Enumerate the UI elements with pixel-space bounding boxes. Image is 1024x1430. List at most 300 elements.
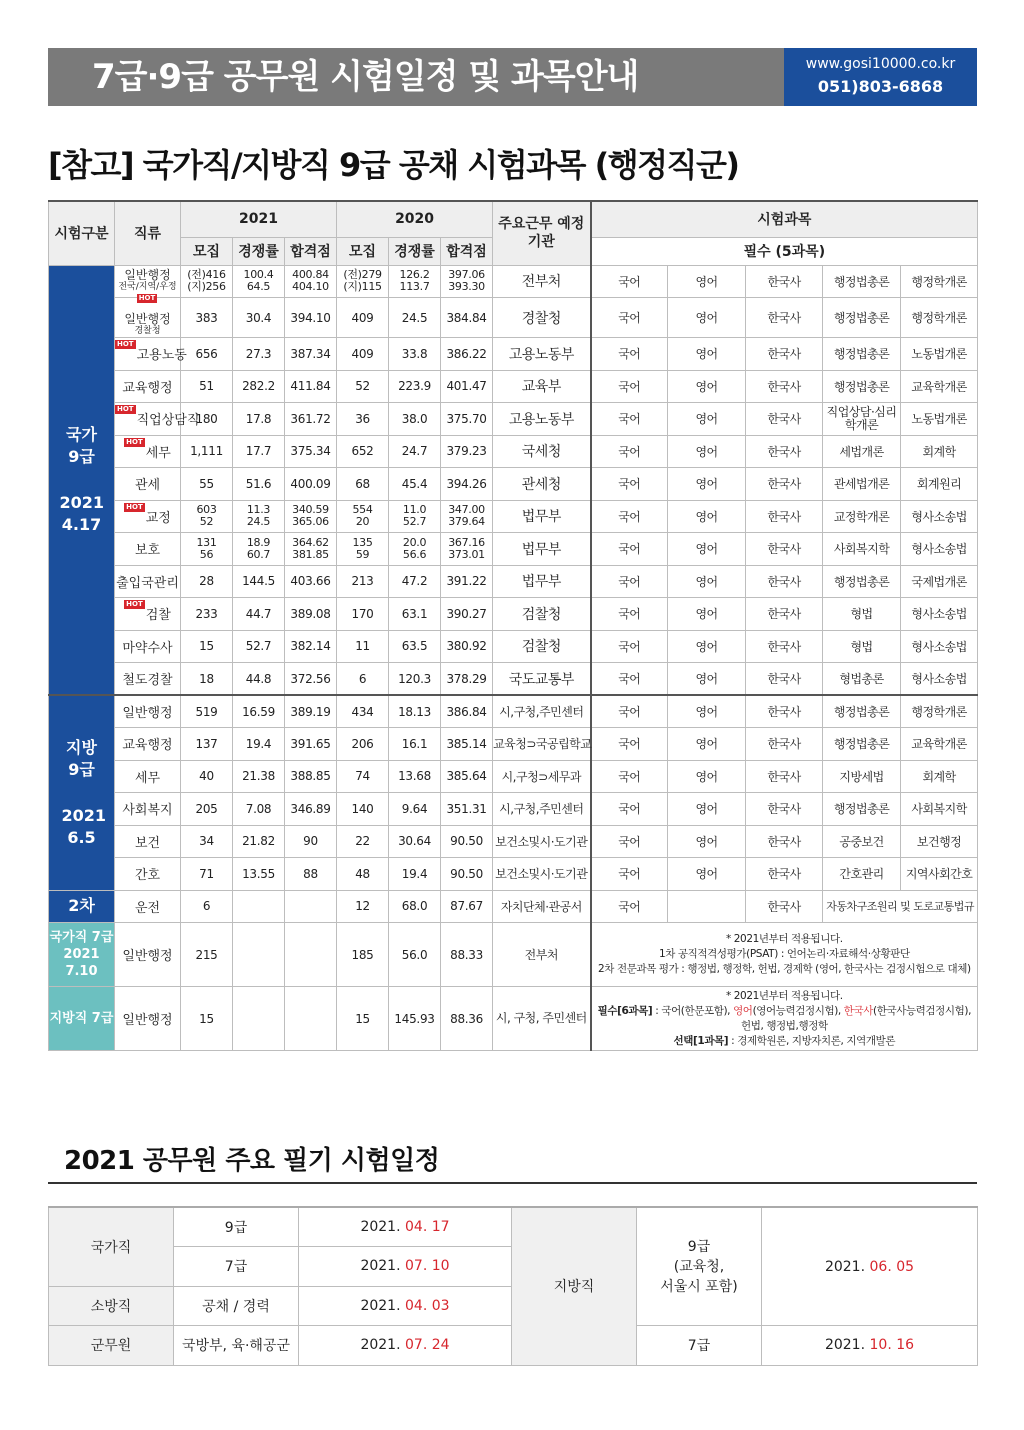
stat-cell: 346.89 xyxy=(285,793,337,826)
subject-cell: 영어 xyxy=(668,533,746,566)
hot-badge: HOT xyxy=(126,502,143,511)
agency: 전부처 xyxy=(493,265,591,298)
phone-number: 051)803-6868 xyxy=(817,77,944,96)
subject-cell: 국어 xyxy=(591,370,668,403)
job-type: 사회복지 xyxy=(115,793,181,826)
subject-cell: 관세법개론 xyxy=(823,468,901,501)
schedule-grade: 7급 xyxy=(637,1326,762,1366)
subject-cell: 행정학개론 xyxy=(901,265,978,298)
recruit-2020: 11 xyxy=(337,630,389,663)
subject-cell: 영어 xyxy=(668,695,746,728)
subject-cell: 간호관리 xyxy=(823,858,901,891)
recruit-2021: 6 xyxy=(181,890,233,923)
rate-2021: 52.7 xyxy=(233,630,285,663)
recruit-2020: 12 xyxy=(337,890,389,923)
recruit-2020: 6 xyxy=(337,663,389,696)
job-type: 관세 xyxy=(115,468,181,501)
agency: 전부처 xyxy=(493,923,591,987)
subject-cell: 노동법개론 xyxy=(901,338,978,371)
rate-2020: 33.8 xyxy=(389,338,441,371)
recruit-2021: 15 xyxy=(181,630,233,663)
stat-cell: 389.19 xyxy=(285,695,337,728)
cutoff-2020: 384.84 xyxy=(441,298,493,338)
subject-cell: 행정법총론 xyxy=(823,695,901,728)
rate-2020: 63.1 xyxy=(389,598,441,631)
stat-cell: 519 xyxy=(181,695,233,728)
subject-cell: 국어 xyxy=(591,793,668,826)
subject-cell: 행정법총론 xyxy=(823,298,901,338)
subject-cell: 영어 xyxy=(668,598,746,631)
subject-cell: 노동법개론 xyxy=(901,403,978,436)
subject-cell: 국어 xyxy=(591,663,668,696)
subject-cell: 한국사 xyxy=(746,500,823,533)
agency: 국도교통부 xyxy=(493,663,591,696)
recruit-2021: 215 xyxy=(181,923,233,987)
subject-cell: 형사소송법 xyxy=(901,533,978,566)
stat-cell: 16.59 xyxy=(233,695,285,728)
second-round-label: 2차 xyxy=(49,890,115,923)
subject-cell: 국어 xyxy=(591,695,668,728)
cutoff-2020: 378.29 xyxy=(441,663,493,696)
subject-cell: 교육학개론 xyxy=(901,728,978,761)
recruit-2020: 409 xyxy=(337,298,389,338)
recruit-2021: 383 xyxy=(181,298,233,338)
job-type: 일반행정 xyxy=(115,923,181,987)
subject-cell: 영어 xyxy=(668,858,746,891)
subject-cell: 행정학개론 xyxy=(901,298,978,338)
website-url[interactable]: www.gosi10000.co.kr xyxy=(805,56,956,72)
subject-cell: 영어 xyxy=(668,500,746,533)
subject-cell: 회계원리 xyxy=(901,468,978,501)
section-title-schedule: 2021 공무원 주요 필기 시험일정 xyxy=(64,1146,440,1176)
recruit-2020: 409 xyxy=(337,338,389,371)
stat-cell: 21.38 xyxy=(233,760,285,793)
header-year-2021: 2021 xyxy=(181,201,337,237)
job-type: 세무 xyxy=(115,760,181,793)
subject-cell: 행정법총론 xyxy=(823,565,901,598)
rate-2021: 17.7 xyxy=(233,435,285,468)
job-type: HOT고용노동 xyxy=(115,338,181,371)
stat-cell: 48 xyxy=(337,858,389,891)
schedule-type: 공채 / 경력 xyxy=(174,1286,299,1326)
section-title-subjects: [참고] 국가직/지방직 9급 공채 시험과목 (행정직군) xyxy=(48,146,739,184)
stat-cell: 40 xyxy=(181,760,233,793)
cutoff-2020: 379.23 xyxy=(441,435,493,468)
schedule-type: 국방부, 육·해공군 xyxy=(174,1326,299,1366)
header-subjects: 시험과목 xyxy=(591,201,978,237)
recruit-2021: 55 xyxy=(181,468,233,501)
cutoff-2020: 87.67 xyxy=(441,890,493,923)
recruit-2021: 51 xyxy=(181,370,233,403)
subject-cell: 행정법총론 xyxy=(823,728,901,761)
subject-cell: 국어 xyxy=(591,338,668,371)
recruit-2021: 180 xyxy=(181,403,233,436)
rate-2021: 44.7 xyxy=(233,598,285,631)
agency: 고용노동부 xyxy=(493,338,591,371)
subject-cell: 한국사 xyxy=(746,370,823,403)
job-type: 마약수사 xyxy=(115,630,181,663)
agency: 법무부 xyxy=(493,533,591,566)
loc7-note: * 2021년부터 적용됩니다. 필수[6과목] : 국어(한문포함), 영어(영어능력검정시험), 한국사(한국사능력검정시험), 헌법, 행정법,행정학 선택[1과목] : 경제학원론, 지방자치론, 지역개발론 xyxy=(591,987,978,1051)
rate-2021: 282.2 xyxy=(233,370,285,403)
contact-box xyxy=(784,48,977,106)
job-type: 보호 xyxy=(115,533,181,566)
cutoff-2021: 387.34 xyxy=(285,338,337,371)
cutoff-2020: 367.16 373.01 xyxy=(441,533,493,566)
cutoff-2021: 403.66 xyxy=(285,565,337,598)
recruit-2020: 170 xyxy=(337,598,389,631)
stat-cell: 19.4 xyxy=(389,858,441,891)
page-banner-title: 7급·9급 공무원 시험일정 및 과목안내 xyxy=(48,48,784,106)
cutoff-2020: 375.70 xyxy=(441,403,493,436)
stat-cell: 137 xyxy=(181,728,233,761)
stat-cell: 434 xyxy=(337,695,389,728)
subject-cell: 한국사 xyxy=(746,265,823,298)
schedule-national: 국가직 xyxy=(49,1207,174,1286)
subject-cell: 자동차구조원리 및 도로교통법규 xyxy=(823,890,978,923)
hot-badge: HOT xyxy=(117,405,134,414)
subject-cell: 한국사 xyxy=(746,565,823,598)
cutoff-2020: 394.26 xyxy=(441,468,493,501)
subject-cell: 한국사 xyxy=(746,728,823,761)
header-cutoff: 합격점 xyxy=(441,237,493,265)
subject-cell: 영어 xyxy=(668,630,746,663)
exam-schedule-table xyxy=(48,1206,978,1366)
subject-cell: 국어 xyxy=(591,760,668,793)
subject-cell: 영어 xyxy=(668,370,746,403)
recruit-2021: 15 xyxy=(181,987,233,1051)
agency: 국세청 xyxy=(493,435,591,468)
header-agency: 주요근무 예정기관 xyxy=(493,201,591,265)
subject-cell: 형사소송법 xyxy=(901,500,978,533)
cutoff-2020: 386.22 xyxy=(441,338,493,371)
rate-2020: 47.2 xyxy=(389,565,441,598)
schedule-local: 지방직 xyxy=(512,1207,637,1365)
recruit-2020: 554 20 xyxy=(337,500,389,533)
subject-cell: 국어 xyxy=(591,825,668,858)
national-7-label: 국가직 7급 2021 7.10 xyxy=(49,923,115,987)
subject-cell: 사회복지학 xyxy=(901,793,978,826)
subject-cell: 영어 xyxy=(668,265,746,298)
job-type: 철도경찰 xyxy=(115,663,181,696)
job-type: 일반행정 전국/지역/우정 xyxy=(115,265,181,298)
rate-2021: 51.6 xyxy=(233,468,285,501)
rate-2021: 17.8 xyxy=(233,403,285,436)
subject-cell: 한국사 xyxy=(746,890,823,923)
rate-2020: 38.0 xyxy=(389,403,441,436)
job-type: HOT검찰 xyxy=(115,598,181,631)
stat-cell: 90.50 xyxy=(441,858,493,891)
subject-cell: 영어 xyxy=(668,825,746,858)
schedule-date: 2021. 06. 05 xyxy=(762,1207,978,1326)
recruit-2020: 135 59 xyxy=(337,533,389,566)
subject-cell: 한국사 xyxy=(746,338,823,371)
stat-cell: 140 xyxy=(337,793,389,826)
subject-cell: 국어 xyxy=(591,500,668,533)
stat-cell: 385.64 xyxy=(441,760,493,793)
subject-cell: 영어 xyxy=(668,793,746,826)
subject-cell: 한국사 xyxy=(746,663,823,696)
cutoff-2021: 400.84 404.10 xyxy=(285,265,337,298)
nat7-note: * 2021년부터 적용됩니다. 1차 공직적격성평가(PSAT) : 언어논리·자료해석·상황판단 2차 전문과목 평가 : 행정법, 행정학, 헌법, 경제학 (영어, 한국사는 검정시험으로 대체) xyxy=(591,923,978,987)
hot-badge: HOT xyxy=(117,340,134,349)
subject-cell: 영어 xyxy=(668,435,746,468)
header-required: 필수 (5과목) xyxy=(591,237,978,265)
cutoff-2021: 411.84 xyxy=(285,370,337,403)
rate-2020: 24.5 xyxy=(389,298,441,338)
recruit-2021: 603 52 xyxy=(181,500,233,533)
cutoff-2021: 382.14 xyxy=(285,630,337,663)
stat-cell: 34 xyxy=(181,825,233,858)
stat-cell: 385.14 xyxy=(441,728,493,761)
schedule-grade: 9급 (교육청, 서울시 포함) xyxy=(637,1207,762,1326)
subject-cell: 영어 xyxy=(668,760,746,793)
subject-cell: 국어 xyxy=(591,435,668,468)
recruit-2021: 1,111 xyxy=(181,435,233,468)
subject-cell: 형법 xyxy=(823,630,901,663)
subject-cell: 지방세법 xyxy=(823,760,901,793)
subject-cell: 국어 xyxy=(591,858,668,891)
stat-cell: 16.1 xyxy=(389,728,441,761)
subject-cell: 국어 xyxy=(591,533,668,566)
subject-cell: 한국사 xyxy=(746,858,823,891)
rate-2020: 223.9 xyxy=(389,370,441,403)
header-recruit: 모집 xyxy=(337,237,389,265)
cutoff-2020: 390.27 xyxy=(441,598,493,631)
subject-cell: 행정법총론 xyxy=(823,265,901,298)
header-job-type: 직류 xyxy=(115,201,181,265)
subject-cell: 국어 xyxy=(591,890,668,923)
recruit-2020: 15 xyxy=(337,987,389,1051)
stat-cell: 205 xyxy=(181,793,233,826)
subject-cell: 형법총론 xyxy=(823,663,901,696)
rate-2021: 144.5 xyxy=(233,565,285,598)
subject-cell: 국어 xyxy=(591,265,668,298)
schedule-military: 군무원 xyxy=(49,1326,174,1366)
job-type: 교육행정 xyxy=(115,728,181,761)
stat-cell: 21.82 xyxy=(233,825,285,858)
subject-cell: 형사소송법 xyxy=(901,663,978,696)
subject-cell: 영어 xyxy=(668,403,746,436)
subject-cell: 국어 xyxy=(591,728,668,761)
header-recruit: 모집 xyxy=(181,237,233,265)
rate-2020: 63.5 xyxy=(389,630,441,663)
subject-cell: 영어 xyxy=(668,338,746,371)
national-9-label: 국가 9급 2021 4.17 xyxy=(49,265,115,695)
hot-badge: HOT xyxy=(126,437,143,446)
header-rate: 경쟁률 xyxy=(389,237,441,265)
subject-cell: 국어 xyxy=(591,468,668,501)
recruit-2021: 18 xyxy=(181,663,233,696)
rate-2021: 18.9 60.7 xyxy=(233,533,285,566)
recruit-2021: 131 56 xyxy=(181,533,233,566)
subject-cell: 세법개론 xyxy=(823,435,901,468)
rate-2020: 120.3 xyxy=(389,663,441,696)
cutoff-2020: 397.06 393.30 xyxy=(441,265,493,298)
local-7-label: 지방직 7급 xyxy=(49,987,115,1051)
schedule-date: 2021. 07. 10 xyxy=(299,1247,512,1287)
subject-cell: 한국사 xyxy=(746,533,823,566)
stat-cell: 90.50 xyxy=(441,825,493,858)
subject-cell: 국제법개론 xyxy=(901,565,978,598)
rate-2020: 11.0 52.7 xyxy=(389,500,441,533)
rate-2020: 68.0 xyxy=(389,890,441,923)
recruit-2021: 28 xyxy=(181,565,233,598)
cutoff-2020: 88.36 xyxy=(441,987,493,1051)
subject-cell: 국어 xyxy=(591,565,668,598)
recruit-2021: (전)416 (지)256 xyxy=(181,265,233,298)
cutoff-2020: 380.92 xyxy=(441,630,493,663)
subject-cell: 영어 xyxy=(668,468,746,501)
subject-cell: 회계학 xyxy=(901,435,978,468)
stat-cell: 7.08 xyxy=(233,793,285,826)
subject-cell: 한국사 xyxy=(746,793,823,826)
subject-cell: 행정법총론 xyxy=(823,370,901,403)
stat-cell: 88 xyxy=(285,858,337,891)
job-type: 교육행정 xyxy=(115,370,181,403)
header-year-2020: 2020 xyxy=(337,201,493,237)
subject-cell: 국어 xyxy=(591,403,668,436)
rate-2020: 24.7 xyxy=(389,435,441,468)
job-type: HOT교정 xyxy=(115,500,181,533)
subject-cell: 형사소송법 xyxy=(901,598,978,631)
cutoff-2021: 375.34 xyxy=(285,435,337,468)
agency: 보건소및시·도기관 xyxy=(493,858,591,891)
agency: 자치단체·관공서 xyxy=(493,890,591,923)
recruit-2020: 36 xyxy=(337,403,389,436)
subject-cell: 형법 xyxy=(823,598,901,631)
section-divider xyxy=(48,1182,977,1184)
cutoff-2020: 391.22 xyxy=(441,565,493,598)
stat-cell: 90 xyxy=(285,825,337,858)
rate-2020: 126.2 113.7 xyxy=(389,265,441,298)
agency: 시, 구청, 주민센터 xyxy=(493,987,591,1051)
exam-subjects-table xyxy=(48,200,978,1051)
agency: 시,구청,주민센터 xyxy=(493,695,591,728)
recruit-2021: 656 xyxy=(181,338,233,371)
agency: 관세청 xyxy=(493,468,591,501)
subject-cell: 회계학 xyxy=(901,760,978,793)
recruit-2020: (전)279 (지)115 xyxy=(337,265,389,298)
subject-cell: 행정법총론 xyxy=(823,793,901,826)
schedule-date: 2021. 04. 17 xyxy=(299,1207,512,1247)
subject-cell: 한국사 xyxy=(746,825,823,858)
agency: 검찰청 xyxy=(493,630,591,663)
stat-cell: 18.13 xyxy=(389,695,441,728)
subject-cell: 영어 xyxy=(668,298,746,338)
rate-2021: 30.4 xyxy=(233,298,285,338)
recruit-2020: 52 xyxy=(337,370,389,403)
schedule-date: 2021. 04. 03 xyxy=(299,1286,512,1326)
cutoff-2021: 400.09 xyxy=(285,468,337,501)
subject-cell: 교육학개론 xyxy=(901,370,978,403)
stat-cell: 74 xyxy=(337,760,389,793)
recruit-2020: 213 xyxy=(337,565,389,598)
subject-cell: 행정법총론 xyxy=(823,338,901,371)
stat-cell: 351.31 xyxy=(441,793,493,826)
subject-cell: 한국사 xyxy=(746,598,823,631)
subject-cell: 한국사 xyxy=(746,298,823,338)
subject-cell: 지역사회간호 xyxy=(901,858,978,891)
stat-cell: 386.84 xyxy=(441,695,493,728)
recruit-2021: 233 xyxy=(181,598,233,631)
subject-cell: 사회복지학 xyxy=(823,533,901,566)
agency: 교육부 xyxy=(493,370,591,403)
subject-cell: 한국사 xyxy=(746,403,823,436)
rate-2021: 100.4 64.5 xyxy=(233,265,285,298)
schedule-date: 2021. 10. 16 xyxy=(762,1326,978,1366)
subject-cell: 공중보건 xyxy=(823,825,901,858)
job-type: 출입국관리 xyxy=(115,565,181,598)
stat-cell: 388.85 xyxy=(285,760,337,793)
rate-2021: 44.8 xyxy=(233,663,285,696)
job-type: 일반행정 xyxy=(115,987,181,1051)
stat-cell: 9.64 xyxy=(389,793,441,826)
schedule-fire: 소방직 xyxy=(49,1286,174,1326)
subject-cell: 영어 xyxy=(668,565,746,598)
cutoff-2021: 364.62 381.85 xyxy=(285,533,337,566)
header-cutoff: 합격점 xyxy=(285,237,337,265)
stat-cell: 206 xyxy=(337,728,389,761)
stat-cell: 71 xyxy=(181,858,233,891)
cutoff-2020: 347.00 379.64 xyxy=(441,500,493,533)
header-rate: 경쟁률 xyxy=(233,237,285,265)
cutoff-2020: 401.47 xyxy=(441,370,493,403)
recruit-2020: 185 xyxy=(337,923,389,987)
agency: 법무부 xyxy=(493,500,591,533)
agency: 법무부 xyxy=(493,565,591,598)
subject-cell: 국어 xyxy=(591,598,668,631)
subject-cell: 한국사 xyxy=(746,695,823,728)
rate-2021: 27.3 xyxy=(233,338,285,371)
rate-2020: 45.4 xyxy=(389,468,441,501)
rate-2020: 56.0 xyxy=(389,923,441,987)
agency: 시,구청,주민센터 xyxy=(493,793,591,826)
subject-cell: 한국사 xyxy=(746,435,823,468)
job-type: HOT세무 xyxy=(115,435,181,468)
agency: 시,구청⊃세무과 xyxy=(493,760,591,793)
rate-2020: 145.93 xyxy=(389,987,441,1051)
stat-cell: 30.64 xyxy=(389,825,441,858)
subject-cell: 행정학개론 xyxy=(901,695,978,728)
subject-cell: 국어 xyxy=(591,630,668,663)
subject-cell: 직업상담·심리학개론 xyxy=(823,403,901,436)
subject-cell: 영어 xyxy=(668,728,746,761)
subject-cell: 영어 xyxy=(668,663,746,696)
job-type: 운전 xyxy=(115,890,181,923)
cutoff-2021: 340.59 365.06 xyxy=(285,500,337,533)
stat-cell: 19.4 xyxy=(233,728,285,761)
stat-cell: 391.65 xyxy=(285,728,337,761)
stat-cell: 13.68 xyxy=(389,760,441,793)
agency: 검찰청 xyxy=(493,598,591,631)
recruit-2020: 652 xyxy=(337,435,389,468)
cutoff-2021: 394.10 xyxy=(285,298,337,338)
stat-cell: 22 xyxy=(337,825,389,858)
cutoff-2021: 389.08 xyxy=(285,598,337,631)
subject-cell: 교정학개론 xyxy=(823,500,901,533)
rate-2020: 20.0 56.6 xyxy=(389,533,441,566)
agency: 경찰청 xyxy=(493,298,591,338)
subject-cell: 국어 xyxy=(591,298,668,338)
cutoff-2020: 88.33 xyxy=(441,923,493,987)
subject-cell: 한국사 xyxy=(746,630,823,663)
schedule-grade: 9급 xyxy=(174,1207,299,1247)
subject-cell: 형사소송법 xyxy=(901,630,978,663)
schedule-grade: 7급 xyxy=(174,1247,299,1287)
rate-2021: 11.3 24.5 xyxy=(233,500,285,533)
job-type: HOT 일반행정 경찰청 xyxy=(115,298,181,338)
